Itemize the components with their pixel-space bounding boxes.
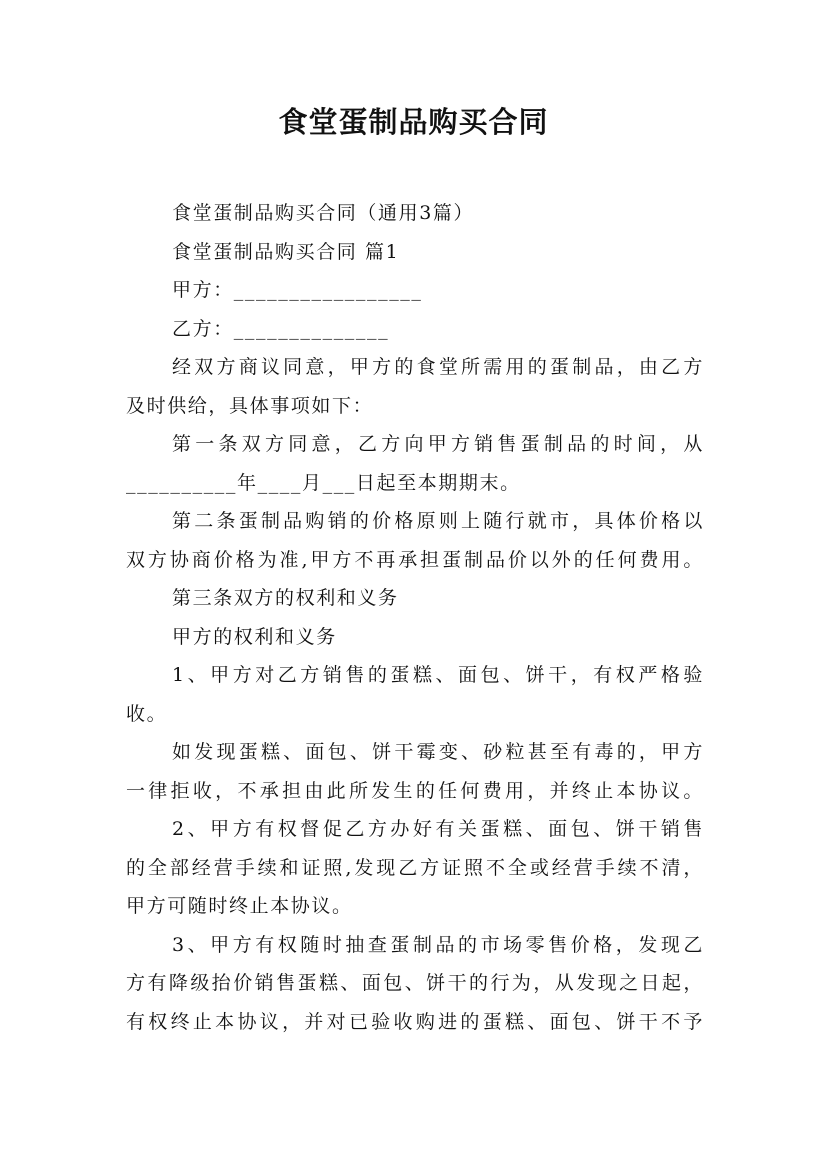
party-b-line: 乙方：______________ (172, 317, 390, 340)
paragraph-line: 双方协商价格为准,甲方不再承担蛋制品价以外的任何费用。 (126, 548, 704, 571)
party-a-line: 甲方：_________________ (172, 279, 423, 301)
document-body (126, 194, 704, 1041)
section-heading: 食堂蛋制品购买合同 篇1 (172, 240, 400, 263)
paragraph-line: 第二条蛋制品购销的价格原则上随行就市，具体价格以 (172, 510, 704, 532)
clause-heading: 第三条双方的权利和义务 (172, 587, 399, 609)
paragraph-line: 经双方商议同意，甲方的食堂所需用的蛋制品，由乙方 (172, 356, 704, 378)
paragraph-line: 甲方可随时终止本协议。 (126, 895, 353, 917)
paragraph-line: 方有降级抬价销售蛋糕、面包、饼干的行为，从发现之日起， (126, 972, 704, 994)
paragraph-line: 2、甲方有权督促乙方办好有关蛋糕、面包、饼干销售 (172, 818, 704, 840)
paragraph-line: 有权终止本协议，并对已验收购进的蛋糕、面包、饼干不予 (126, 1010, 704, 1033)
document-title: 食堂蛋制品购买合同 (278, 105, 549, 139)
paragraph-line: 1、甲方对乙方销售的蛋糕、面包、饼干，有权严格验 (172, 664, 704, 686)
paragraph-line: 收。 (126, 702, 168, 725)
paragraph-line: 一律拒收，不承担由此所发生的任何费用，并终止本协议。 (126, 779, 704, 802)
paragraph-line: 3、甲方有权随时抽查蛋制品的市场零售价格，发现乙 (172, 933, 704, 956)
paragraph-line: 如发现蛋糕、面包、饼干霉变、砂粒甚至有毒的，甲方 (172, 741, 704, 763)
paragraph-line: 第一条双方同意，乙方向甲方销售蛋制品的时间，从 (172, 433, 704, 455)
paragraph-line: 的全部经营手续和证照,发现乙方证照不全或经营手续不清， (126, 856, 704, 879)
subsection-heading: 甲方的权利和义务 (172, 625, 337, 648)
paragraph-line: __________年____月___日起至本期期末。 (126, 471, 521, 494)
subtitle-line: 食堂蛋制品购买合同（通用3篇） (172, 202, 475, 224)
paragraph-line: 及时供给，具体事项如下： (126, 394, 374, 417)
